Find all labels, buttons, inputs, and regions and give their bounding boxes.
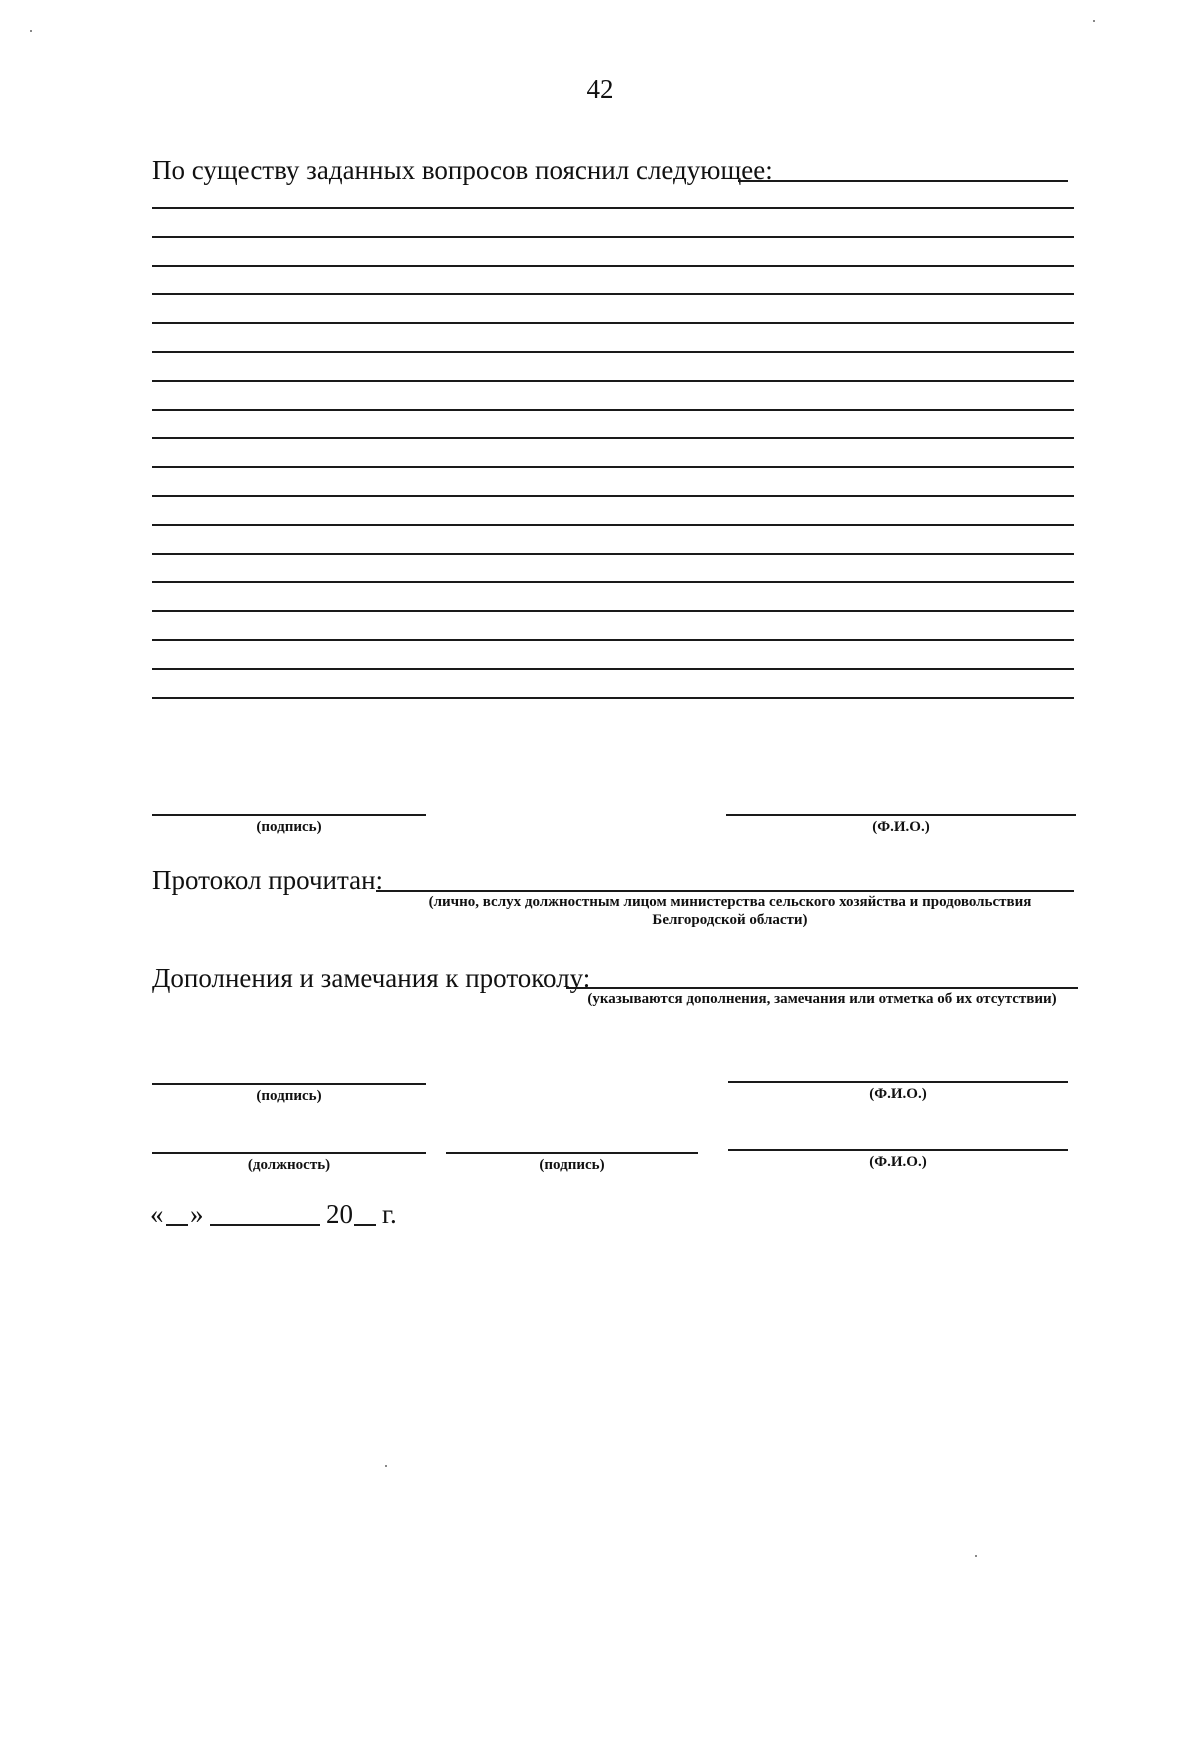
answer-line[interactable] — [152, 581, 1074, 583]
answer-line[interactable] — [152, 553, 1074, 555]
answer-line[interactable] — [152, 351, 1074, 353]
answer-line[interactable] — [152, 437, 1074, 439]
explanation-first-line[interactable] — [738, 180, 1068, 182]
signature-caption-2: (подпись) — [256, 1088, 322, 1104]
answer-line[interactable] — [152, 322, 1074, 324]
date-day-line[interactable] — [166, 1224, 188, 1226]
date-year-suffix: г. — [382, 1199, 397, 1229]
answer-line[interactable] — [152, 697, 1074, 699]
answer-line[interactable] — [152, 293, 1074, 295]
date-close-quote: » — [190, 1199, 204, 1229]
name-line-2[interactable] — [728, 1081, 1068, 1083]
name-caption-3: (Ф.И.О.) — [869, 1154, 927, 1170]
scan-speck — [975, 1555, 977, 1557]
protocol-read-label: Протокол прочитан: — [152, 865, 384, 895]
signature-line-1[interactable] — [152, 814, 426, 816]
date-year-prefix: 20 — [326, 1199, 353, 1229]
name-line-1[interactable] — [726, 814, 1076, 816]
name-caption-1: (Ф.И.О.) — [872, 819, 930, 835]
scan-speck — [385, 1465, 387, 1467]
scan-speck — [30, 30, 32, 32]
date-year-line[interactable] — [354, 1224, 376, 1226]
name-caption-2: (Ф.И.О.) — [869, 1086, 927, 1102]
scan-speck — [1093, 20, 1095, 22]
answer-line[interactable] — [152, 668, 1074, 670]
answer-line[interactable] — [152, 495, 1074, 497]
signature-line-2[interactable] — [152, 1083, 426, 1085]
additions-line[interactable] — [566, 987, 1078, 989]
protocol-read-line[interactable] — [376, 890, 1074, 892]
signature-line-3[interactable] — [446, 1152, 698, 1154]
answer-line[interactable] — [152, 466, 1074, 468]
answer-line[interactable] — [152, 236, 1074, 238]
name-line-3[interactable] — [728, 1149, 1068, 1151]
protocol-read-caption: (лично, вслух должностным лицом министерства сельского хозяйства и продовольствия Белгородской области) — [428, 894, 1032, 928]
answer-line[interactable] — [152, 409, 1074, 411]
answer-line[interactable] — [152, 207, 1074, 209]
date-open-quote: « — [150, 1199, 164, 1229]
explanation-label: По существу заданных вопросов пояснил следующее: — [152, 155, 773, 185]
signature-caption-3: (подпись) — [539, 1157, 605, 1173]
position-line[interactable] — [152, 1152, 426, 1154]
position-caption: (должность) — [247, 1157, 331, 1173]
answer-line[interactable] — [152, 265, 1074, 267]
page-number: 42 — [586, 74, 614, 104]
signature-caption-1: (подпись) — [256, 819, 322, 835]
answer-line[interactable] — [152, 639, 1074, 641]
answer-line[interactable] — [152, 610, 1074, 612]
additions-label: Дополнения и замечания к протоколу: — [152, 963, 591, 993]
answer-line[interactable] — [152, 524, 1074, 526]
additions-caption: (указываются дополнения, замечания или отметка об их отсутствии) — [587, 991, 1057, 1007]
answer-line[interactable] — [152, 380, 1074, 382]
date-month-line[interactable] — [210, 1224, 320, 1226]
